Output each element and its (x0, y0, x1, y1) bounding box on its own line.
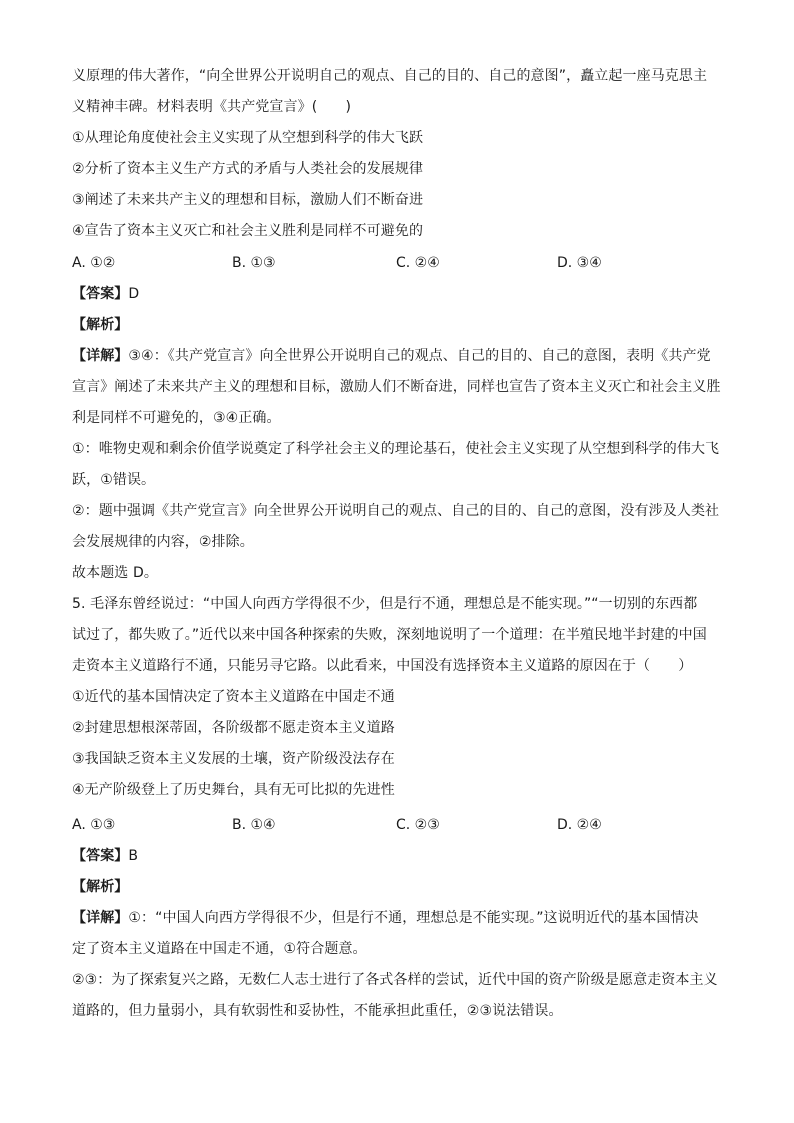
q4-answer (72, 284, 724, 304)
q5-item-4: ④无产阶级登上了历史舞台，具有无可比拟的先进性 (72, 782, 395, 798)
q5-detail-line-1 (72, 908, 724, 928)
q4-detail-line-7: 会发展规律的内容，②排除。 (72, 534, 254, 550)
q4-analysis-tag: 【解析】 (72, 317, 129, 333)
q5-item-2: ②封建思想根深蒂固，各阶级都不愿走资本主义道路 (72, 720, 395, 736)
q4-option-a: A. ①② (72, 255, 116, 271)
q5-detail-line-2: 定了资本主义道路在中国走不通，①符合题意。 (72, 941, 367, 957)
q4-item-1: ①从理论角度使社会主义实现了从空想到科学的伟大飞跃 (72, 130, 424, 146)
q5-analysis-tag: 【解析】 (72, 879, 129, 895)
q5-option-a: A. ①③ (72, 817, 116, 833)
q4-option-c: C. ②④ (396, 255, 440, 271)
q4-detail-line-3: 利是同样不可避免的，③④正确。 (72, 410, 281, 426)
q4-detail-text-1: ③④：《共产党宣言》向全世界公开说明自己的观点、自己的目的、自己的意图，表明《共产党 (128, 348, 711, 364)
q5-stem-line-2: 试过了，都失败了。”近代以来中国各种探索的失败，深刻地说明了一个道理：在半殖民地半封建的中国 (72, 627, 707, 643)
q5-item-3: ③我国缺乏资本主义发展的土壤，资产阶级没法存在 (72, 751, 395, 767)
q4-answer-value: D (128, 286, 140, 302)
q4-item-4: ④宣告了资本主义灭亡和社会主义胜利是同样不可避免的 (72, 223, 424, 239)
q5-answer-tag: 【答案】 (72, 848, 129, 864)
q5-option-b: B. ①④ (232, 817, 276, 833)
q5-item-1: ①近代的基本国情决定了资本主义道路在中国走不通 (72, 689, 395, 705)
q4-item-3: ③阐述了未来共产主义的理想和目标，激励人们不断奋进 (72, 192, 424, 208)
q4-detail-line-1 (72, 346, 724, 366)
q4-item-2: ②分析了资本主义生产方式的矛盾与人类社会的发展规律 (72, 161, 424, 177)
q4-conclusion: 故本题选 D。 (72, 565, 158, 581)
q5-stem-line-1: 5. 毛泽东曾经说过：“中国人向西方学得很不少，但是行不通，理想总是不能实现。”“一切别的东西都 (72, 596, 698, 612)
q5-detail-tag: 【详解】 (72, 910, 129, 926)
q5-option-c: C. ②③ (396, 817, 440, 833)
q5-detail-line-4: 道路的，但力量弱小，具有软弱性和妥协性，不能承担此重任，②③说法错误。 (72, 1003, 563, 1019)
q4-stem-line-2: 义精神丰碑。材料表明《共产党宣言》( ) (72, 99, 352, 115)
q5-detail-line-3: ②③：为了探索复兴之路，无数仁人志士进行了各式各样的尝试，近代中国的资产阶级是愿意走资本主义 (72, 972, 718, 988)
q4-detail-line-4: ①：唯物史观和剩余价值学说奠定了科学社会主义的理论基石，使社会主义实现了从空想到科学的伟大飞 (72, 441, 720, 457)
q5-stem-line-3: 走资本主义道路行不通，只能另寻它路。以此看来，中国没有选择资本主义道路的原因在于（ ） (72, 658, 693, 674)
q5-option-d: D. ②④ (557, 817, 602, 833)
q5-answer-value: B (128, 848, 139, 864)
q4-detail-tag: 【详解】 (72, 348, 129, 364)
q4-detail-line-2: 宣言》阐述了未来共产主义的理想和目标，激励人们不断奋进，同样也宣告了资本主义灭亡和社会主义胜 (72, 379, 721, 395)
q4-option-b: B. ①③ (232, 255, 276, 271)
q5-detail-text-1: ①：“中国人向西方学得很不少，但是行不通，理想总是不能实现。”这说明近代的基本国情决 (128, 910, 699, 926)
q5-answer (72, 846, 724, 866)
q4-answer-tag: 【答案】 (72, 286, 129, 302)
q4-stem-line-1: 义原理的伟大著作，“向全世界公开说明自己的观点、自己的目的、自己的意图”，矗立起一座马克思主 (72, 68, 708, 84)
q4-detail-line-5: 跃，①错误。 (72, 472, 156, 488)
q4-detail-line-6: ②：题中强调《共产党宣言》向全世界公开说明自己的观点、自己的目的、自己的意图，没有涉及人类社 (72, 503, 720, 519)
q4-option-d: D. ③④ (557, 255, 602, 271)
